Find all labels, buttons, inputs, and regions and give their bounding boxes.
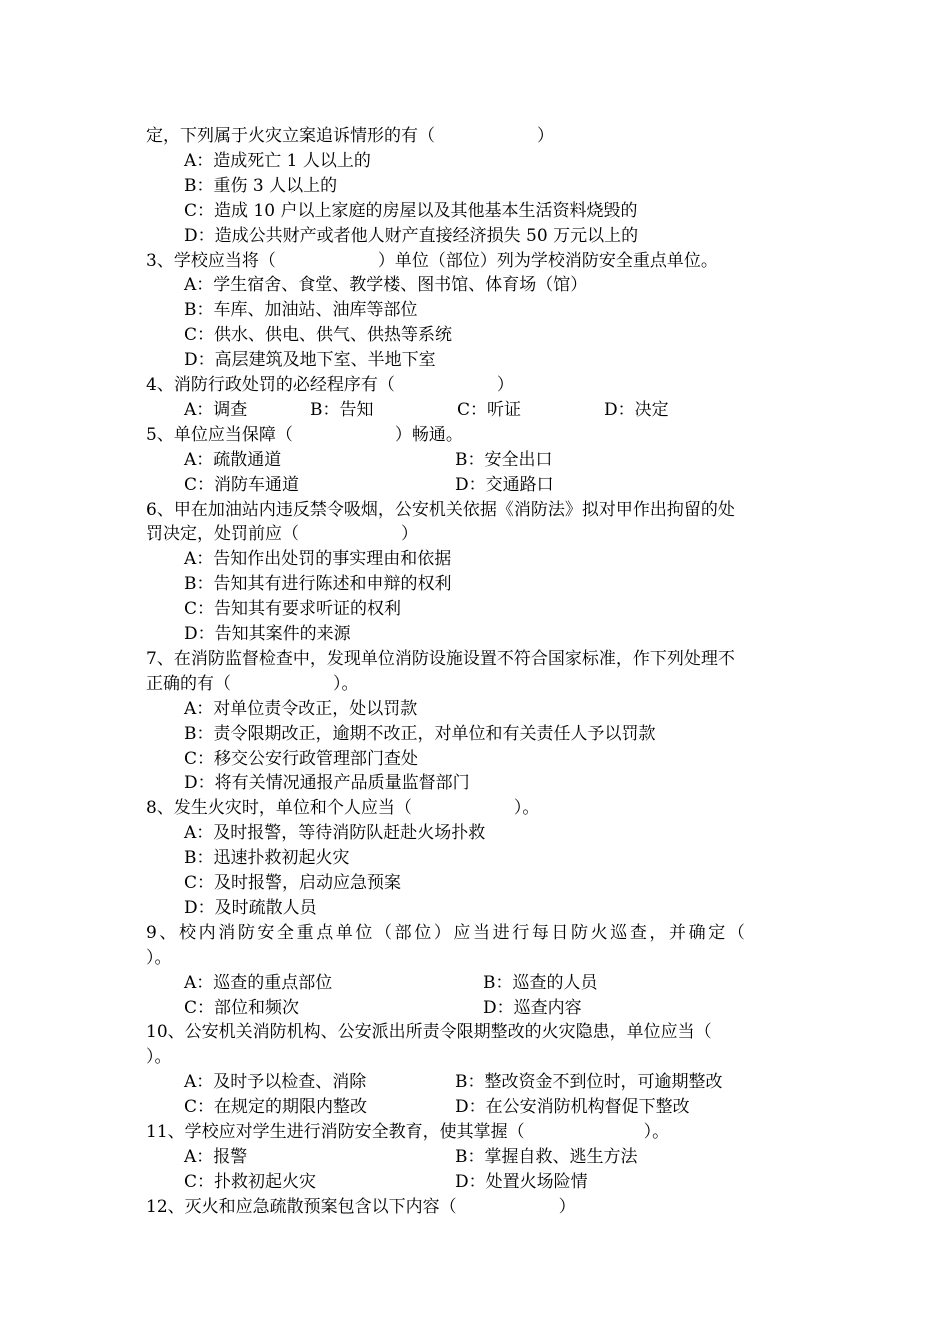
question-text: 正确的有（ ）。 (146, 674, 359, 694)
answer-option: B：迅速扑救初起火灾 (184, 848, 350, 868)
question-text: 9、校内消防安全重点单位（部位）应当进行每日防火巡查，并确定（ (146, 923, 748, 943)
answer-option: C：告知其有要求听证的权利 (184, 599, 402, 619)
answer-option: D：告知其案件的来源 (184, 624, 351, 644)
answer-option: C：供水、供电、供气、供热等系统 (184, 325, 453, 345)
answer-option: D：交通路口 (455, 475, 554, 495)
answer-option: D：巡查内容 (483, 998, 582, 1018)
question-text: 4、消防行政处罚的必经程序有（ ） (146, 375, 514, 395)
question-text: 罚决定，处罚前应（ ） (146, 524, 418, 544)
answer-option: A：调查 (184, 400, 248, 420)
question-text: 7、在消防监督检查中，发现单位消防设施设置不符合国家标准，作下列处理不 (146, 649, 735, 669)
answer-option: C：部位和频次 (184, 998, 300, 1018)
answer-option: A：及时予以检查、消除 (184, 1072, 367, 1092)
question-text: 定，下列属于火灾立案追诉情形的有（ ） (146, 126, 554, 146)
answer-option: D：造成公共财产或者他人财产直接经济损失 50 万元以上的 (184, 226, 639, 246)
answer-option: C：听证 (457, 400, 522, 420)
answer-option: D：在公安消防机构督促下整改 (455, 1097, 690, 1117)
question-text: 5、单位应当保障（ ）畅通。 (146, 425, 463, 445)
question-text: 10、公安机关消防机构、公安派出所责令限期整改的火灾隐患，单位应当（ (146, 1022, 712, 1042)
answer-option: A：疏散通道 (184, 450, 282, 470)
question-text: 11、学校应对学生进行消防安全教育，使其掌握（ ）。 (146, 1122, 670, 1142)
answer-option: C：扑救初起火灾 (184, 1172, 317, 1192)
answer-option: A：对单位责令改正，处以罚款 (184, 699, 418, 719)
question-text: 8、发生火灾时，单位和个人应当（ ）。 (146, 798, 540, 818)
answer-option: B：掌握自救、逃生方法 (455, 1147, 638, 1167)
question-text: ）。 (146, 948, 172, 968)
answer-option: B：告知其有进行陈述和申辩的权利 (184, 574, 452, 594)
answer-option: B：巡查的人员 (483, 973, 598, 993)
answer-option: A：告知作出处罚的事实理由和依据 (184, 549, 452, 569)
answer-option: A：巡查的重点部位 (184, 973, 333, 993)
answer-option: D：及时疏散人员 (184, 898, 317, 918)
answer-option: B：责令限期改正，逾期不改正，对单位和有关责任人予以罚款 (184, 724, 656, 744)
answer-option: B：重伤 3 人以上的 (184, 176, 338, 196)
answer-option: D：将有关情况通报产品质量监督部门 (184, 773, 470, 793)
answer-option: A：造成死亡 1 人以上的 (184, 151, 371, 171)
question-text: 12、灭火和应急疏散预案包含以下内容（ ） (146, 1197, 576, 1217)
answer-option: C：及时报警，启动应急预案 (184, 873, 402, 893)
question-text: 3、学校应当将（ ）单位（部位）列为学校消防安全重点单位。 (146, 251, 718, 271)
answer-option: B：安全出口 (455, 450, 553, 470)
answer-option: A：报警 (184, 1147, 248, 1167)
answer-option: D：决定 (604, 400, 669, 420)
answer-option: B：整改资金不到位时，可逾期整改 (455, 1072, 723, 1092)
question-text: ）。 (146, 1047, 172, 1067)
answer-option: B：告知 (310, 400, 374, 420)
answer-option: A：及时报警，等待消防队赶赴火场扑救 (184, 823, 486, 843)
answer-option: C：移交公安行政管理部门查处 (184, 749, 419, 769)
answer-option: B：车库、加油站、油库等部位 (184, 300, 418, 320)
answer-option: C：消防车通道 (184, 475, 300, 495)
answer-option: C：造成 10 户以上家庭的房屋以及其他基本生活资料烧毁的 (184, 201, 638, 221)
question-text: 6、甲在加油站内违反禁令吸烟，公安机关依据《消防法》拟对甲作出拘留的处 (146, 500, 735, 520)
answer-option: D：处置火场险情 (455, 1172, 588, 1192)
answer-option: D：高层建筑及地下室、半地下室 (184, 350, 436, 370)
answer-option: A：学生宿舍、食堂、教学楼、图书馆、体育场（馆） (184, 275, 588, 295)
answer-option: C：在规定的期限内整改 (184, 1097, 368, 1117)
